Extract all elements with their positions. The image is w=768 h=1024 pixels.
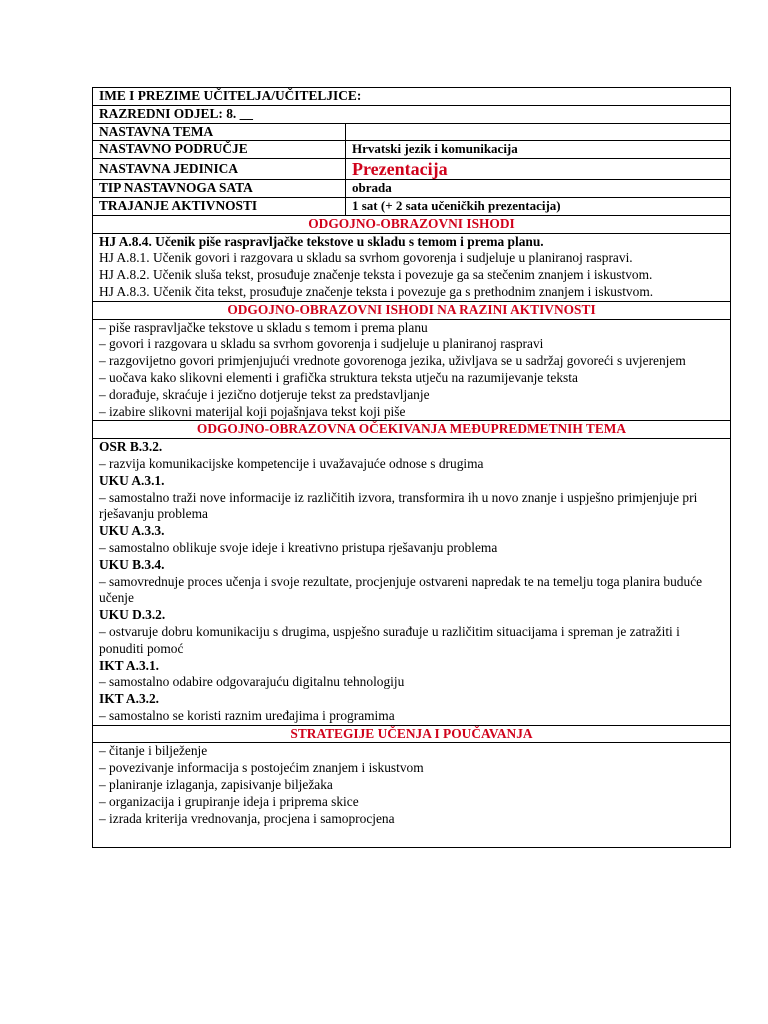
outcomes-content xyxy=(93,233,731,301)
cross-curricular-header-row xyxy=(93,421,731,439)
outcome-item: HJ A.8.3. Učenik čita tekst, prosuđuje značenje teksta i povezuje ga s prethodnim znanjem i iskustvom. xyxy=(99,283,654,299)
expectation-text: – ostvaruje dobru komunikaciju s drugima, uspješno surađuje u različitim situacijama i spreman je zatražiti i ponuditi pomoć xyxy=(99,623,680,656)
list-item: – dorađuje, skraćuje i jezično dotjeruje tekst za predstavljanje xyxy=(99,386,430,402)
info-label: TRAJANJE AKTIVNOSTI xyxy=(93,197,346,215)
strategies-content xyxy=(93,743,731,848)
expectation-text: – razvija komunikacijske kompetencije i uvažavajuće odnose s drugima xyxy=(99,455,484,471)
outcome-item: HJ A.8.1. Učenik govori i razgovara u skladu sa svrhom govorenja i sudjeluje u planiranoj raspravi. xyxy=(99,250,633,266)
expectation-text: – samostalno odabire odgovarajuću digitalnu tehnologiju xyxy=(99,674,405,690)
expectation-text: – samostalno oblikuje svoje ideje i kreativno pristupa rješavanju problema xyxy=(99,539,498,555)
outcomes-content-row xyxy=(93,233,731,301)
expectation-text: – samovrednuje proces učenja i svoje rezultate, procjenjuje ostvareni napredak te na temelju toga planira buduće učenje xyxy=(99,573,703,606)
strategies-content-row xyxy=(93,743,731,848)
list-item: – razgovijetno govori primjenjujući vrednote govorenoga jezika, uživljava se u sadržaj govoreći s uvjerenjem xyxy=(99,353,686,369)
main-outcome: HJ A.8.4. Učenik piše raspravljačke tekstove u skladu s temom i prema planu. xyxy=(99,233,544,249)
activity-outcomes-content-row xyxy=(93,319,731,421)
expectation-code: UKU A.3.1. xyxy=(99,472,165,488)
list-item: – izabire slikovni materijal koji pojašnjava tekst koji piše xyxy=(99,403,406,419)
activity-outcomes-header-row xyxy=(93,301,731,319)
list-item: – govori i razgovara u skladu sa svrhom govorenja i sudjeluje u planiranoj raspravi xyxy=(99,336,544,352)
info-value: obrada xyxy=(346,180,731,198)
list-item: – planiranje izlaganja, zapisivanje bilježaka xyxy=(99,777,333,793)
list-item: – povezivanje informacija s postojećim znanjem i iskustvom xyxy=(99,760,424,776)
list-item: – organizacija i grupiranje ideja i priprema skice xyxy=(99,793,359,809)
class-label: RAZREDNI ODJEL: 8. __ xyxy=(93,105,731,123)
list-item: – uočava kako slikovni elementi i grafička struktura teksta utječu na razumijevanje teksta xyxy=(99,369,578,385)
expectation-code: UKU B.3.4. xyxy=(99,556,165,572)
expectation-text: – samostalno traži nove informacije iz različitih izvora, transformira ih u novo znanje i uspješno primjenjuje pri rješavanju problema xyxy=(99,489,698,522)
outcomes-header-row xyxy=(93,215,731,233)
expectation-code: UKU D.3.2. xyxy=(99,607,166,623)
outcome-item: HJ A.8.2. Učenik sluša tekst, prosuđuje značenje teksta i povezuje ga sa stečenim znanjem i iskustvom. xyxy=(99,267,653,283)
info-row-topic xyxy=(93,123,731,141)
activity-outcomes-content xyxy=(93,319,731,421)
info-row-unit xyxy=(93,159,731,180)
section-title-strategies: STRATEGIJE UČENJA I POUČAVANJA xyxy=(93,725,731,743)
info-value xyxy=(346,123,731,141)
info-value: 1 sat (+ 2 sata učeničkih prezentacija) xyxy=(346,197,731,215)
strategies-header-row xyxy=(93,725,731,743)
expectation-code: IKT A.3.1. xyxy=(99,657,160,673)
expectation-text: – samostalno se koristi raznim uređajima i programima xyxy=(99,707,395,723)
info-row-type xyxy=(93,180,731,198)
list-item: – čitanje i bilježenje xyxy=(99,743,208,759)
list-item: – izrada kriterija vrednovanja, procjena i samoprocjena xyxy=(99,810,395,826)
list-item: – piše raspravljačke tekstove u skladu s temom i prema planu xyxy=(99,319,428,335)
expectation-code: IKT A.3.2. xyxy=(99,691,160,707)
info-label: NASTAVNA JEDINICA xyxy=(93,159,346,180)
teacher-name-row xyxy=(93,88,731,106)
info-label: NASTAVNO PODRUČJE xyxy=(93,141,346,159)
class-row xyxy=(93,105,731,123)
section-title-cross-curricular: ODGOJNO-OBRAZOVNA OČEKIVANJA MEĐUPREDMETNIH TEMA xyxy=(93,421,731,439)
section-title-activity-outcomes: ODGOJNO-OBRAZOVNI ISHODI NA RAZINI AKTIVNOSTI xyxy=(93,301,731,319)
section-title-outcomes: ODGOJNO-OBRAZOVNI ISHODI xyxy=(93,215,731,233)
info-label: TIP NASTAVNOGA SATA xyxy=(93,180,346,198)
info-value: Hrvatski jezik i komunikacija xyxy=(346,141,731,159)
lesson-plan-table xyxy=(92,87,731,848)
info-row-area xyxy=(93,141,731,159)
cross-curricular-content xyxy=(93,439,731,726)
expectation-code: UKU A.3.3. xyxy=(99,523,165,539)
info-row-duration xyxy=(93,197,731,215)
info-label: NASTAVNA TEMA xyxy=(93,123,346,141)
expectation-code: OSR B.3.2. xyxy=(99,439,163,455)
cross-curricular-content-row xyxy=(93,439,731,726)
teacher-name-label: IME I PREZIME UČITELJA/UČITELJICE: xyxy=(93,88,731,106)
lesson-unit-title: Prezentacija xyxy=(346,159,731,180)
